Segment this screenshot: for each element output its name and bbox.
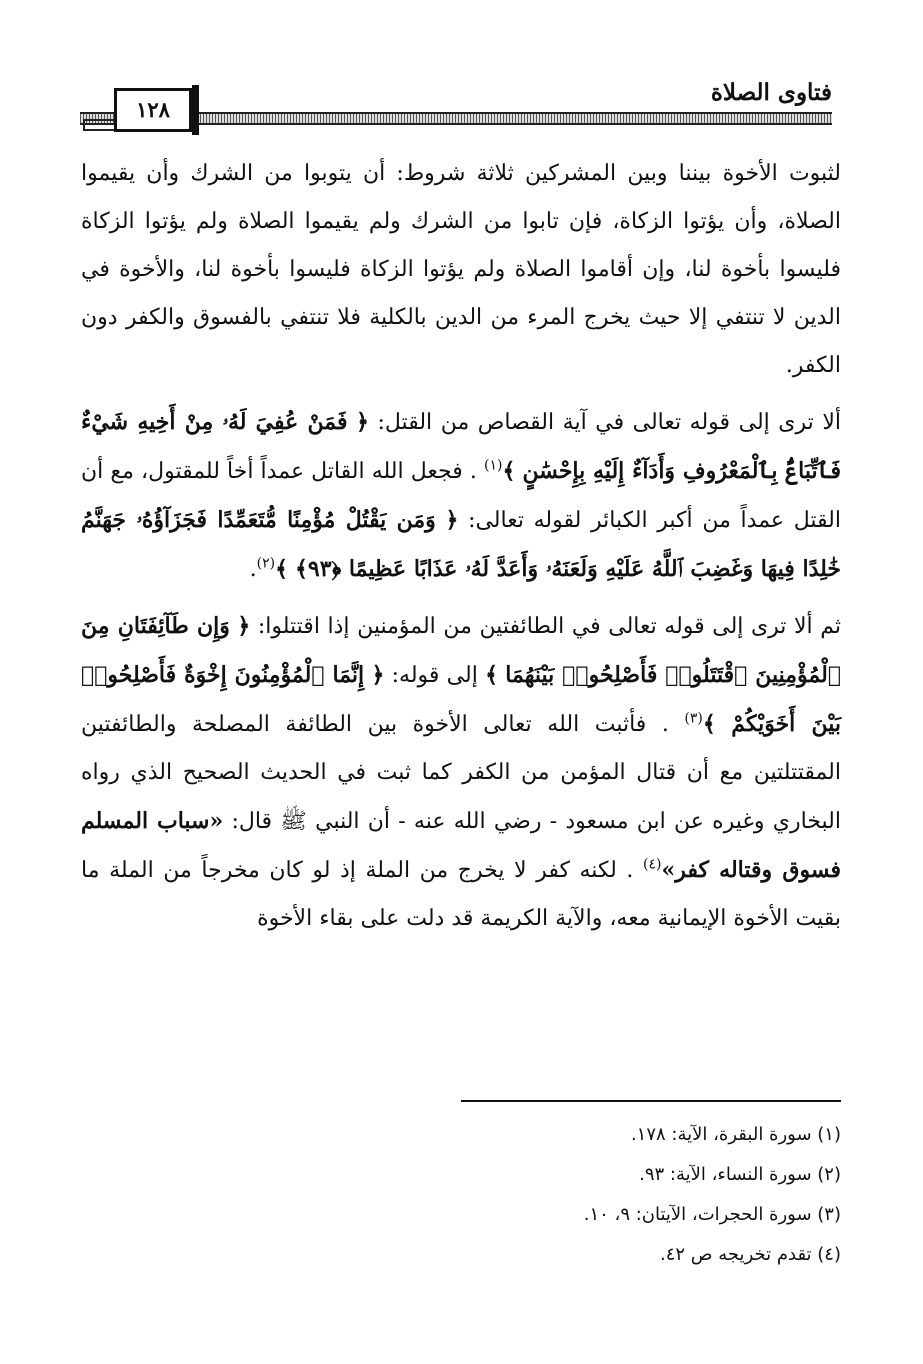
paragraph-text: ثم ألا ترى إلى قوله تعالى في الطائفتين من المؤمنين إذا اقتتلوا: bbox=[257, 614, 841, 639]
quran-open-bracket: ﴿ bbox=[445, 507, 459, 533]
quran-verse: إِنَّمَا ٱلْمُؤْمِنُونَ إِخْوَةٌ فَأَصْلِحُوا۟ بَيْنَ أَخَوَيْكُمْ bbox=[81, 662, 841, 737]
quran-verse: وَمَن يَقْتُلْ مُؤْمِنًا مُّتَعَمِّدًا فَجَزَآؤُهُۥ جَهَنَّمُ خَٰلِدًا فِيهَا وَغَضِبَ ٱللَّهُ عَلَيْهِ وَلَعَنَهُۥ وَأَعَدَّ لَهُۥ عَذَابًا عَظِيمًا ﴿٩٣﴾ bbox=[81, 507, 841, 582]
quran-close-bracket: ﴾ bbox=[485, 662, 498, 688]
footnote: (٣) سورة الحجرات، الآيتان: ٩، ١٠. bbox=[583, 1204, 841, 1225]
paragraph-text: . bbox=[249, 557, 257, 582]
quran-open-bracket: ﴿ bbox=[371, 662, 385, 688]
main-text bbox=[81, 150, 841, 951]
quran-close-bracket: ﴾ bbox=[502, 458, 516, 484]
paragraph-text: . لكنه كفر لا يخرج من الملة إذ لو كان مخرجاً من الملة ما بقيت الأخوة الإيمانية معه، والآية الكريمة قد دلت على بقاء الأخوة bbox=[81, 858, 841, 931]
footnote-ref: (٢) bbox=[256, 555, 276, 572]
paragraph-text: لثبوت الأخوة بيننا وبين المشركين ثلاثة شروط: أن يتوبوا من الشرك وأن يقيموا الصلاة، وأن يؤتوا الزكاة، فإن تابوا من الشرك ولم يقيموا الصلاة ولم يؤتوا الزكاة فليسوا بأخوة لنا، وإن أقاموا الصلاة ولم يؤتوا الزكاة فليسوا بأخوة لنا، والأخوة في الدين لا تنتفي إلا حيث يخرج المرء من الدين بالكلية فلا تنتفي بالفسوق والكفر دون الكفر. bbox=[81, 161, 841, 378]
footnote: (٢) سورة النساء، الآية: ٩٣. bbox=[639, 1164, 841, 1185]
footnote: (١) سورة البقرة، الآية: ١٧٨. bbox=[630, 1124, 841, 1145]
footnote-separator bbox=[461, 1100, 841, 1102]
quran-open-bracket: ﴿ bbox=[356, 409, 369, 435]
book-title: فتاوى الصلاة bbox=[710, 79, 832, 106]
hadith-quote: «سباب المسلم فسوق وقتاله كفر» bbox=[81, 808, 841, 883]
paragraph bbox=[81, 602, 841, 943]
quran-verse: فَمَنْ عُفِيَ لَهُۥ مِنْ أَخِيهِ شَيْءٌ فَٱتِّبَاعٌۢ بِٱلْمَعْرُوفِ وَأَدَآءٌ إِلَيْهِ بِإِحْسَٰنٍ bbox=[81, 409, 841, 484]
footnote-ref: (١) bbox=[483, 457, 503, 474]
running-header bbox=[80, 78, 832, 128]
quran-verse: وَإِن طَآئِفَتَانِ مِنَ ٱلْمُؤْمِنِينَ ٱقْتَتَلُوا۟ فَأَصْلِحُوا۟ بَيْنَهُمَا bbox=[81, 613, 842, 688]
quran-close-bracket: ﴾ bbox=[702, 711, 716, 737]
quran-close-bracket: ﴾ bbox=[275, 556, 288, 582]
footnotes bbox=[81, 1115, 841, 1275]
footnote: (٤) تقدم تخريجه ص ٤٢. bbox=[660, 1244, 841, 1265]
footnote-ref: (٤) bbox=[642, 856, 662, 873]
paragraph-text: . فجعل الله القاتل عمداً أخاً للمقتول، مع أن القتل عمداً من أكبر الكبائر لقوله تعالى: bbox=[81, 459, 841, 533]
paragraph-text: إلى قوله: bbox=[391, 663, 478, 688]
paragraph bbox=[81, 150, 841, 390]
page-number: ١٢٨ bbox=[114, 88, 192, 132]
paragraph bbox=[81, 398, 841, 594]
paragraph-text: ألا ترى إلى قوله تعالى في آية القصاص من القتل: bbox=[377, 410, 841, 435]
paragraph-text: . فأثبت الله تعالى الأخوة بين الطائفة المصلحة والطائفتين المقتتلتين مع أن قتال المؤمن من الكفر كما ثبت في الحديث الصحيح الذي رواه البخاري وغيره عن ابن مسعود - رضي الله عنه - أن النبي ﷺ قال: bbox=[81, 712, 842, 834]
quran-open-bracket: ﴿ bbox=[237, 613, 251, 639]
footnote-ref: (٣) bbox=[684, 710, 703, 727]
